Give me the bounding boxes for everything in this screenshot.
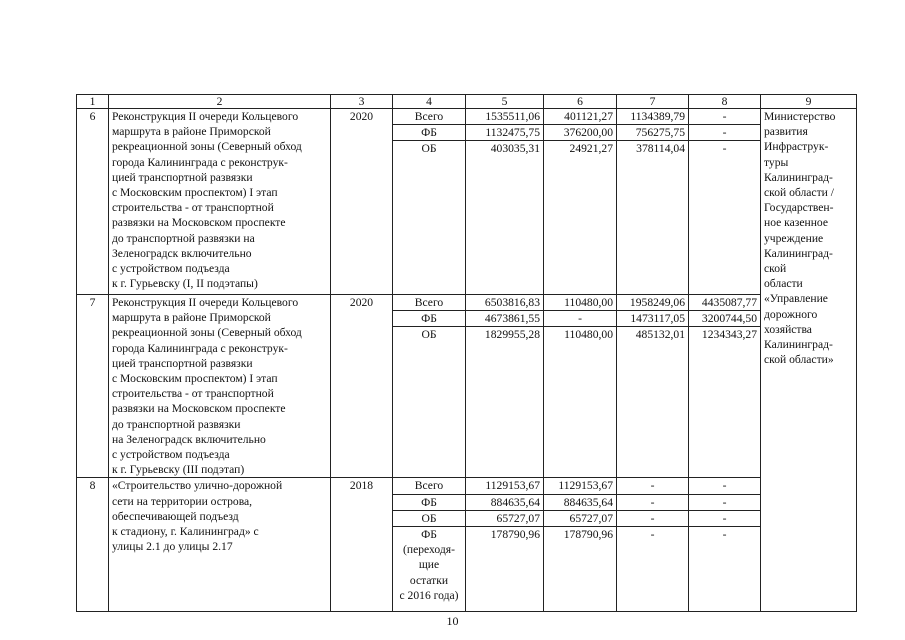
year2-value: 756275,75	[617, 125, 688, 141]
project-name: Реконструкция II очереди Кольцевого маршрута в районе Приморской рекреационной зоны (Северный обход города Калининграда с реконструк- цией транспортной развязки с Московским проспектом) I этап строительства - от транспортной развязки на Московском проспекте до транспортной развязки на Зеленоградск включительно с устройством подъезда к г. Гурьевску (III подэтап)	[109, 295, 331, 478]
column-number: 3	[331, 95, 393, 109]
year1-cell	[544, 109, 617, 295]
completion-year: 2018	[331, 478, 393, 612]
funding-source: ОБ	[393, 511, 465, 527]
year2-value: 378114,04	[636, 142, 685, 156]
year3-value: 1234343,27	[701, 328, 757, 342]
funding-source: Всего	[393, 295, 465, 311]
year1-value: 1129153,67	[544, 478, 616, 494]
total-cell	[466, 478, 544, 612]
table-row	[77, 295, 857, 478]
year3-cell	[689, 295, 761, 478]
column-number: 7	[617, 95, 689, 109]
page-number: 10	[446, 614, 459, 628]
completion-year: 2020	[331, 109, 393, 295]
project-name: «Строительство улично-дорожной сети на территории острова, обеспечивающей подъезд к стадиону, г. Калининград» с улицы 2.1 до улицы 2.17	[109, 478, 331, 612]
year2-cell	[617, 295, 689, 478]
row-number: 8	[77, 478, 109, 612]
year2-cell	[617, 109, 689, 295]
funding-source-cell	[393, 478, 466, 612]
total-value: 1829955,28	[484, 328, 540, 342]
year3-value: -	[689, 511, 760, 527]
total-value: 4673861,55	[466, 311, 543, 327]
funding-source: ФБ	[393, 311, 465, 327]
total-value: 1129153,67	[466, 478, 543, 494]
year2-value: 485132,01	[635, 328, 685, 342]
year2-value: 1473117,05	[617, 311, 688, 327]
column-number: 2	[109, 95, 331, 109]
table-row	[77, 109, 857, 295]
funding-source: ОБ	[421, 142, 437, 156]
year1-cell	[544, 295, 617, 478]
completion-year: 2020	[331, 295, 393, 478]
year2-value: -	[617, 495, 688, 511]
column-number-row	[77, 95, 857, 109]
year3-value: -	[689, 478, 760, 494]
total-value: 1535511,06	[466, 109, 543, 125]
year1-value: 24921,27	[569, 142, 613, 156]
year3-value: -	[722, 142, 727, 156]
year2-value: 1134389,79	[617, 109, 688, 125]
column-number: 8	[689, 95, 761, 109]
year1-value: 65727,07	[544, 511, 616, 527]
total-cell	[466, 109, 544, 295]
row-number: 6	[77, 109, 109, 295]
total-value: 65727,07	[466, 511, 543, 527]
year3-value: 3200744,50	[689, 311, 760, 327]
total-value: 1132475,75	[466, 125, 543, 141]
funding-source: ФБ	[393, 495, 465, 511]
funding-source: ФБ (переходя- щие остатки с 2016 года)	[399, 528, 459, 602]
year2-value: -	[617, 511, 688, 527]
year2-value: 1958249,06	[617, 295, 688, 311]
year3-value: -	[689, 125, 760, 141]
year1-cell	[544, 478, 617, 612]
year3-cell	[689, 109, 761, 295]
year3-value: -	[722, 528, 727, 541]
total-value: 884635,64	[466, 495, 543, 511]
total-value: 178790,96	[490, 528, 540, 541]
column-number: 9	[761, 95, 857, 109]
project-name: Реконструкция II очереди Кольцевого маршрута в районе Приморской рекреационной зоны (Северный обход города Калининграда с реконструк- цией транспортной развязки с Московским проспектом) I этап строительства - от транспортной развязки на Московском проспекте до транспортной развязки на Зеленоградск включительно с устройством подъезда к г. Гурьевску (I, II подэтапы)	[109, 109, 331, 295]
year1-value: 884635,64	[544, 495, 616, 511]
year2-cell	[617, 478, 689, 612]
year1-value: 376200,00	[544, 125, 616, 141]
funding-source-cell	[393, 109, 466, 295]
column-number: 1	[77, 95, 109, 109]
funding-source: ФБ	[393, 125, 465, 141]
funding-source: Всего	[393, 109, 465, 125]
year2-value: -	[650, 528, 655, 541]
year1-value: 110480,00	[564, 328, 613, 342]
year3-value: -	[689, 109, 760, 125]
year1-value: 110480,00	[544, 295, 616, 311]
program-table	[76, 94, 857, 612]
year3-cell	[689, 478, 761, 612]
responsible-organization: Министерство развития Инфраструк- туры Калининград- ской области / Государствен- ное казенное учреждение Калининград- ской области «Управление дорожного хозяйства Калининград- ской области»	[761, 109, 857, 612]
total-value: 403035,31	[490, 142, 540, 156]
year2-value: -	[617, 478, 688, 494]
total-cell	[466, 295, 544, 478]
year1-value: 178790,96	[563, 528, 613, 541]
row-number: 7	[77, 295, 109, 478]
year3-value: -	[689, 495, 760, 511]
funding-source-cell	[393, 295, 466, 478]
column-number: 6	[544, 95, 617, 109]
year1-value: 401121,27	[544, 109, 616, 125]
column-number: 5	[466, 95, 544, 109]
year1-value: -	[544, 311, 616, 327]
table-row	[77, 478, 857, 612]
year3-value: 4435087,77	[689, 295, 760, 311]
column-number: 4	[393, 95, 466, 109]
funding-source: Всего	[393, 478, 465, 494]
total-value: 6503816,83	[466, 295, 543, 311]
funding-source: ОБ	[421, 328, 437, 342]
